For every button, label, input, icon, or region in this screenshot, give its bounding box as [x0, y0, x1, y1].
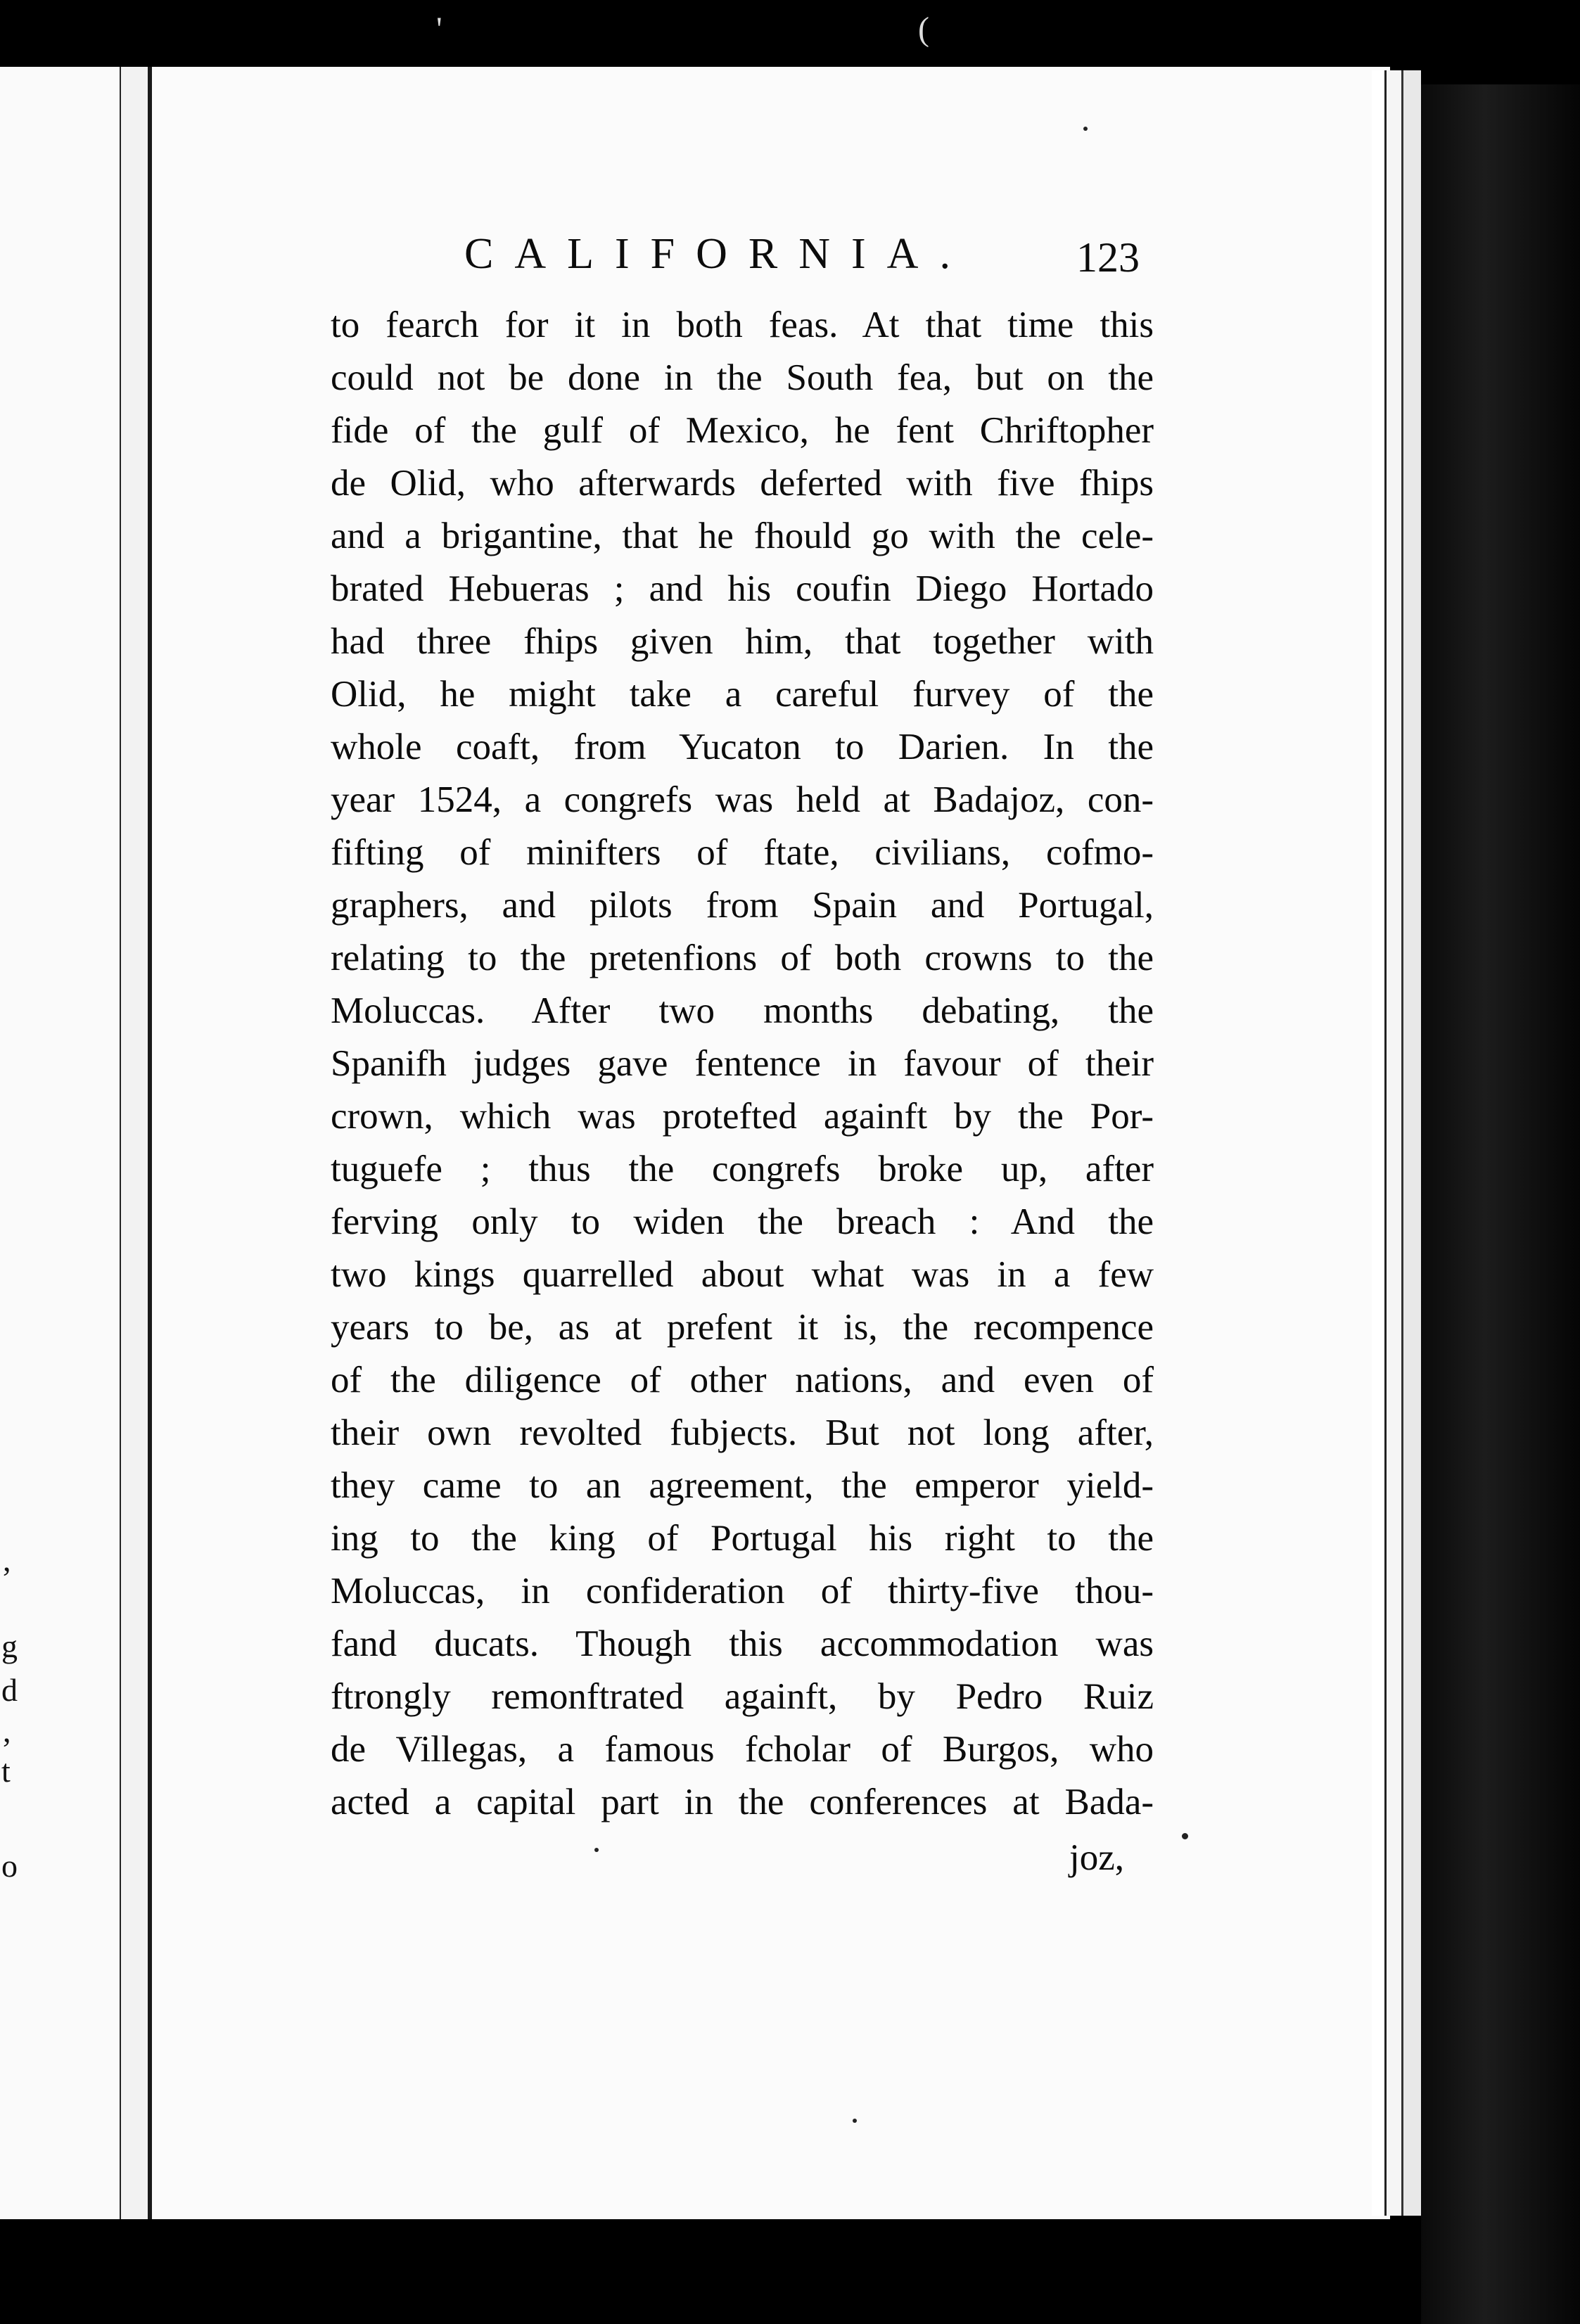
catchword: joz, [1069, 1837, 1124, 1878]
text-line: year 1524, a congrefs was held at Badajoz, con- [331, 779, 1154, 820]
text-line: ftrongly remonftrated againft, by Pedro Ruiz [331, 1676, 1154, 1717]
text-line: to fearch for it in both feas. At that time this [331, 305, 1154, 345]
left-page-fragment: g [1, 1628, 18, 1664]
text-line: Moluccas. After two months debating, the [331, 990, 1154, 1031]
text-line: they came to an agreement, the emperor yield- [331, 1465, 1154, 1506]
page-number: 123 [1076, 234, 1140, 281]
text-line: de Villegas, a famous fcholar of Burgos, who [331, 1729, 1154, 1770]
text-line: acted a capital part in the conferences at Bada- [331, 1782, 1154, 1822]
print-speck [594, 1848, 599, 1852]
text-line: crown, which was protefted againft by the Por- [331, 1096, 1154, 1137]
page-edges [1372, 70, 1421, 2216]
left-page-fragment: o [1, 1848, 18, 1884]
text-line: Spanifh judges gave fentence in favour of their [331, 1043, 1154, 1084]
text-line: whole coaft, from Yucaton to Darien. In the [331, 727, 1154, 767]
text-line: had three fhips given him, that together with [331, 621, 1154, 662]
text-line: de Olid, who afterwards deferted with five fhips [331, 463, 1154, 504]
text-line: of the diligence of other nations, and even of [331, 1360, 1154, 1400]
text-line: fifting of minifters of ftate, civilians, cofmo- [331, 832, 1154, 873]
text-line: tuguefe ; thus the congrefs broke up, after [331, 1149, 1154, 1189]
text-line: two kings quarrelled about what was in a few [331, 1254, 1154, 1295]
left-page-fragment: d [1, 1672, 18, 1708]
top-scan-mark: ' [436, 11, 442, 48]
text-line: ferving only to widen the breach : And the [331, 1201, 1154, 1242]
text-line: brated Hebueras ; and his coufin Diego Hortado [331, 568, 1154, 609]
body-text [331, 299, 1154, 1829]
text-line: Olid, he might take a careful furvey of the [331, 674, 1154, 715]
text-line: and a brigantine, that he fhould go with the cele- [331, 516, 1154, 556]
text-line: fand ducats. Though this accommodation was [331, 1623, 1154, 1664]
text-line: graphers, and pilots from Spain and Portugal, [331, 885, 1154, 926]
text-line: could not be done in the South fea, but on the [331, 357, 1154, 398]
book-cover-edge [1421, 84, 1580, 2324]
print-speck [1083, 127, 1088, 131]
running-head: CALIFORNIA. [464, 230, 971, 278]
text-line: fide of the gulf of Mexico, he fent Chriftopher [331, 410, 1154, 451]
text-line: Moluccas, in confideration of thirty-five thou- [331, 1571, 1154, 1611]
print-speck [1182, 1833, 1188, 1839]
text-line: their own revolted fubjects. But not long after, [331, 1412, 1154, 1453]
text-line: years to be, as at prefent it is, the recompence [331, 1307, 1154, 1348]
left-page-fragment: , [3, 1542, 11, 1578]
print-speck [853, 2119, 857, 2123]
text-line: relating to the pretenfions of both crowns to the [331, 938, 1154, 978]
top-scan-mark: ( [918, 11, 929, 48]
text-line: ing to the king of Portugal his right to the [331, 1518, 1154, 1559]
left-page-fragment: , [3, 1713, 11, 1749]
left-page-fragment: t [1, 1753, 11, 1789]
